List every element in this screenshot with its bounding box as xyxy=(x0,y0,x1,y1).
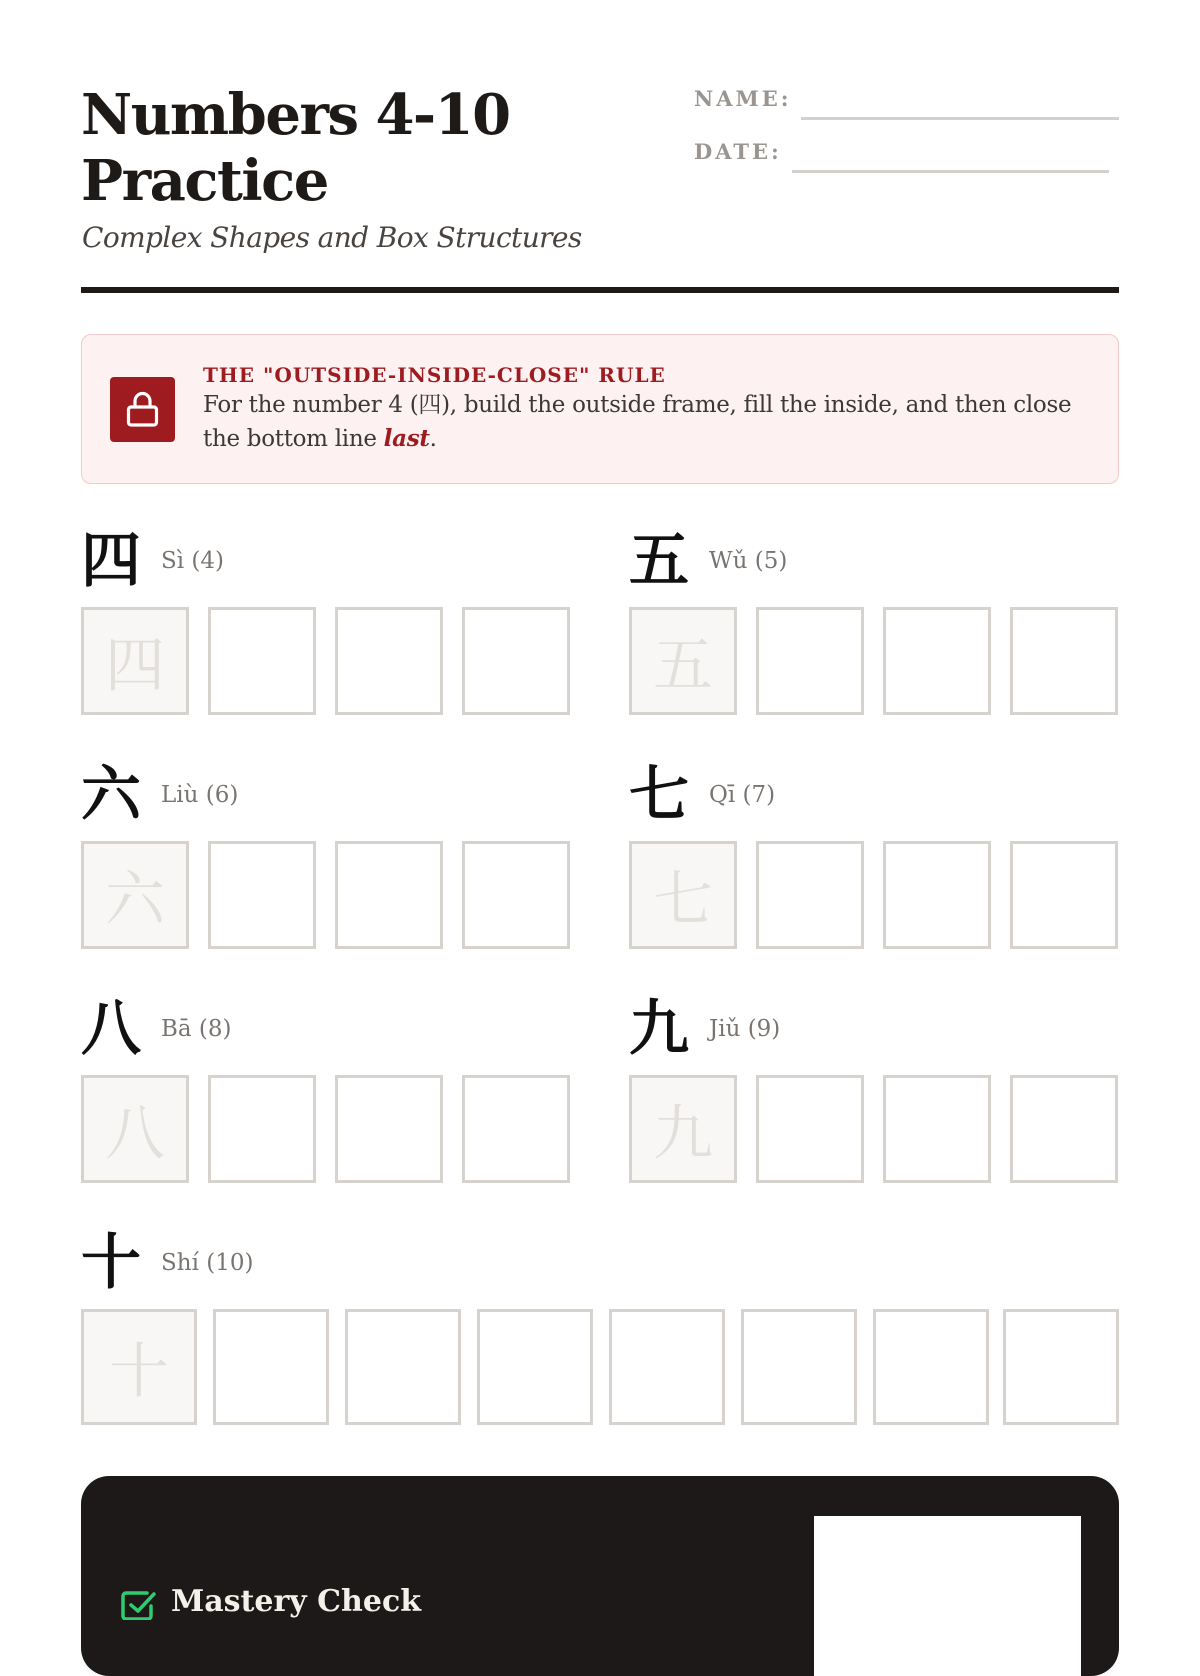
practice-box[interactable] xyxy=(741,1309,857,1425)
lock-icon xyxy=(110,377,175,442)
callout-text-end: . xyxy=(429,426,437,452)
model-box xyxy=(629,841,737,949)
practice-section-eight xyxy=(81,994,563,1184)
callout-text-main: For the number 4 (四), build the outside frame, fill the inside, and then close the bottom line xyxy=(203,392,1072,452)
practice-section-four xyxy=(81,526,563,716)
trace-glyph: 四 xyxy=(105,631,165,701)
name-write-line[interactable] xyxy=(801,117,1119,120)
character-glyph: 九 xyxy=(629,994,689,1064)
character-glyph: 四 xyxy=(81,526,141,596)
mastery-check-box[interactable] xyxy=(814,1516,1081,1676)
practice-box[interactable] xyxy=(208,1075,316,1183)
practice-section-seven xyxy=(629,760,1119,950)
model-box xyxy=(81,1075,189,1183)
date-label: DATE: xyxy=(694,139,782,164)
character-glyph: 五 xyxy=(629,526,689,596)
trace-glyph: 八 xyxy=(105,1099,165,1169)
callout-emphasis: last xyxy=(383,425,430,452)
practice-box[interactable] xyxy=(1003,1309,1119,1425)
practice-box[interactable] xyxy=(1010,1075,1118,1183)
pinyin-label: Wǔ (5) xyxy=(709,548,788,574)
character-glyph: 十 xyxy=(81,1228,141,1298)
practice-box[interactable] xyxy=(1010,841,1118,949)
practice-box[interactable] xyxy=(873,1309,989,1425)
pinyin-label: Jiǔ (9) xyxy=(709,1016,781,1042)
practice-box[interactable] xyxy=(756,1075,864,1183)
practice-box[interactable] xyxy=(462,607,570,715)
header-divider xyxy=(81,287,1119,293)
practice-section-six xyxy=(81,760,563,950)
model-box xyxy=(81,841,189,949)
practice-box[interactable] xyxy=(335,607,443,715)
practice-section-nine xyxy=(629,994,1119,1184)
pinyin-label: Bā (8) xyxy=(161,1016,232,1042)
pinyin-label: Shí (10) xyxy=(161,1250,254,1276)
practice-box[interactable] xyxy=(756,841,864,949)
practice-box[interactable] xyxy=(462,1075,570,1183)
practice-box[interactable] xyxy=(208,841,316,949)
trace-glyph: 九 xyxy=(653,1099,713,1169)
model-box xyxy=(629,607,737,715)
practice-section-five xyxy=(629,526,1119,716)
rule-callout xyxy=(81,334,1119,484)
name-label: NAME: xyxy=(694,86,792,111)
date-field xyxy=(694,137,1119,177)
pinyin-label: Sì (4) xyxy=(161,548,225,574)
trace-glyph: 五 xyxy=(653,631,713,701)
practice-box[interactable] xyxy=(609,1309,725,1425)
checkbox-icon xyxy=(121,1590,157,1624)
character-glyph: 八 xyxy=(81,994,141,1064)
practice-box[interactable] xyxy=(208,607,316,715)
footer-title: Mastery Check xyxy=(171,1584,421,1619)
practice-box[interactable] xyxy=(477,1309,593,1425)
page-title: Numbers 4-10 Practice xyxy=(81,82,510,214)
practice-box[interactable] xyxy=(883,841,991,949)
practice-box[interactable] xyxy=(883,607,991,715)
practice-box[interactable] xyxy=(335,1075,443,1183)
name-field xyxy=(694,84,1119,124)
character-glyph: 七 xyxy=(629,760,689,830)
practice-box[interactable] xyxy=(883,1075,991,1183)
callout-title: THE "OUTSIDE-INSIDE-CLOSE" RULE xyxy=(203,363,666,387)
practice-box[interactable] xyxy=(335,841,443,949)
practice-box[interactable] xyxy=(1010,607,1118,715)
trace-glyph: 七 xyxy=(653,865,713,935)
practice-box[interactable] xyxy=(462,841,570,949)
practice-box[interactable] xyxy=(345,1309,461,1425)
practice-box[interactable] xyxy=(213,1309,329,1425)
character-glyph: 六 xyxy=(81,760,141,830)
worksheet-page xyxy=(81,0,1119,1619)
model-box xyxy=(81,607,189,715)
page-subtitle: Complex Shapes and Box Structures xyxy=(82,221,582,254)
pinyin-label: Liù (6) xyxy=(161,782,239,808)
practice-section-ten xyxy=(81,1228,1119,1428)
trace-glyph: 十 xyxy=(109,1337,169,1407)
pinyin-label: Qī (7) xyxy=(709,782,776,808)
mastery-check-panel xyxy=(81,1476,1119,1676)
model-box xyxy=(629,1075,737,1183)
trace-glyph: 六 xyxy=(105,865,165,935)
callout-text xyxy=(203,389,1098,456)
date-write-line[interactable] xyxy=(792,170,1109,173)
practice-box[interactable] xyxy=(756,607,864,715)
model-box xyxy=(81,1309,197,1425)
